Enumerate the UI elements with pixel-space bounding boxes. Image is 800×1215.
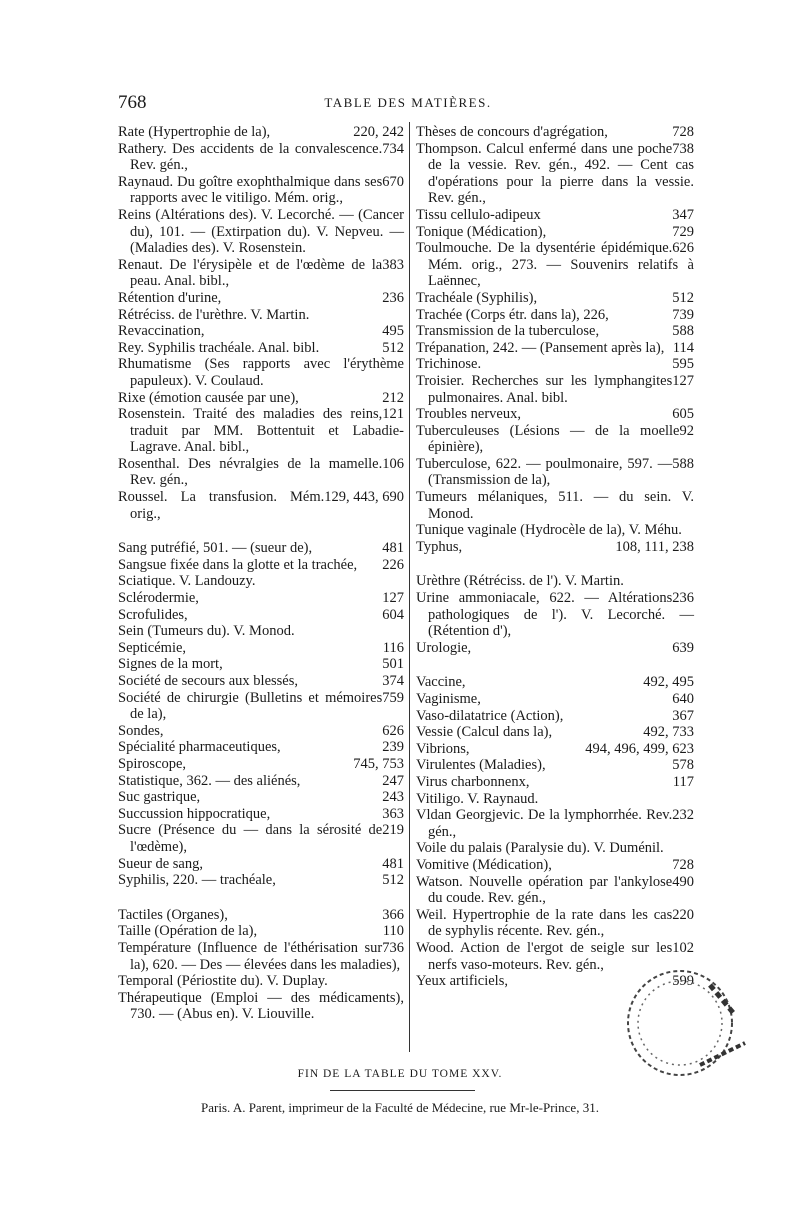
index-entry-pages: 117 bbox=[672, 773, 694, 790]
index-entry bbox=[118, 656, 404, 673]
index-entry bbox=[416, 141, 694, 207]
index-entry bbox=[118, 340, 404, 357]
index-entry-pages: 92 bbox=[679, 422, 694, 439]
index-entry-text: Sueur de sang, bbox=[118, 855, 203, 872]
index-entry bbox=[118, 540, 404, 557]
index-entry bbox=[416, 356, 694, 373]
page-header bbox=[118, 92, 698, 114]
index-entry bbox=[118, 990, 404, 1023]
index-entry bbox=[118, 124, 404, 141]
index-entry-text: Watson. Nouvelle opération par l'ankylose du coude. Rev. gén., bbox=[416, 873, 673, 907]
index-entry-text: Rhumatisme (Ses rapports avec l'érythème papuleux). V. Coulaud. bbox=[118, 356, 404, 389]
index-entry bbox=[118, 690, 404, 723]
index-entry-text: Vomitive (Médication), bbox=[416, 856, 552, 873]
index-entry-pages: 212 bbox=[382, 389, 404, 406]
index-entry bbox=[118, 822, 404, 855]
index-entry-pages: 121 bbox=[382, 406, 404, 423]
index-entry-text: Rate (Hypertrophie de la), bbox=[118, 124, 271, 140]
index-entry-pages: 739 bbox=[672, 306, 694, 323]
index-entry-pages: 604 bbox=[382, 606, 404, 623]
section-gap bbox=[118, 889, 404, 907]
index-entry bbox=[416, 857, 694, 874]
index-entry-pages: 127 bbox=[382, 590, 404, 607]
index-entry-pages: 236 bbox=[672, 590, 694, 607]
index-entry-text: Sein (Tumeurs du). V. Monod. bbox=[118, 623, 295, 640]
index-entry-pages: 728 bbox=[672, 124, 694, 140]
index-entry bbox=[118, 557, 404, 574]
index-entry bbox=[118, 773, 404, 790]
index-entry bbox=[118, 640, 404, 657]
index-entry-pages: 108, 111, 238 bbox=[615, 538, 694, 555]
index-entry bbox=[416, 840, 694, 857]
index-entry-text: Société de secours aux blessés, bbox=[118, 673, 298, 689]
index-entry-pages: 670 bbox=[382, 173, 404, 190]
index-entry-text: Syphilis, 220. — trachéale, bbox=[118, 872, 276, 889]
index-entry-pages: 639 bbox=[672, 639, 694, 656]
index-entry-pages: 501 bbox=[382, 656, 404, 673]
index-entry bbox=[416, 124, 694, 141]
index-entry-pages: 114 bbox=[672, 339, 694, 356]
index-entry-text: Sciatique. V. Landouzy. bbox=[118, 573, 256, 590]
index-entry-pages: 626 bbox=[382, 722, 404, 739]
index-entry-text: Trépanation, 242. — (Pansement après la), bbox=[416, 339, 665, 356]
index-entry bbox=[416, 907, 694, 940]
index-entry-text: Société de chirurgie (Bulletins et mémoires de la), bbox=[118, 689, 383, 723]
index-entry-text: Tissu cellulo-adipeux bbox=[416, 206, 541, 223]
index-entry-pages: 595 bbox=[672, 356, 694, 373]
index-entry-text: Rétention d'urine, bbox=[118, 289, 222, 306]
index-entry-text: Thompson. Calcul enfermé dans une poche de la vessie. Rev. gén., 492. — Cent cas d'opérations pour la pierre dans la vessie. Rev. gén., bbox=[416, 140, 694, 207]
index-entry bbox=[416, 724, 694, 741]
index-entry-text: Vaginisme, bbox=[416, 691, 481, 707]
index-entry-pages: 738 bbox=[672, 140, 694, 157]
index-entry bbox=[416, 340, 694, 357]
index-entry bbox=[416, 406, 694, 423]
index-entry-text: Roussel. La transfusion. Mém. orig., bbox=[118, 489, 325, 522]
index-entry-text: Rathery. Des accidents de la convalescence. Rev. gén., bbox=[118, 140, 383, 174]
index-entry-text: Vibrions, bbox=[416, 740, 470, 757]
index-entry-pages: 512 bbox=[382, 339, 404, 356]
index-entry-text: Rixe (émotion causée par une), bbox=[118, 389, 299, 406]
index-entry-text: Raynaud. Du goître exophthalmique dans ses rapports avec le vitiligo. Mém. orig., bbox=[118, 173, 383, 207]
index-entry bbox=[118, 290, 404, 307]
index-entry bbox=[118, 940, 404, 973]
index-entry-pages: 127 bbox=[672, 372, 694, 389]
index-entry-text: Tumeurs mélaniques, 511. — du sein. V. Monod. bbox=[416, 489, 694, 522]
index-entry-text: Rosenthal. Des névralgies de la mamelle. Rev. gén., bbox=[118, 455, 383, 489]
index-entry-text: Yeux artificiels, bbox=[416, 973, 508, 990]
index-entry bbox=[118, 456, 404, 489]
index-entry-text: Weil. Hypertrophie de la rate dans les cas de syphylis récente. Rev. gén., bbox=[416, 906, 673, 940]
index-entry bbox=[416, 207, 694, 224]
index-entry-text: Suc gastrique, bbox=[118, 789, 201, 806]
index-entry-text: Reins (Altérations des). V. Lecorché. — (Cancer du), 101. — (Extirpation du). V. Nepveu. — (Maladies des). V. Rosenstein. bbox=[118, 206, 404, 257]
index-entry bbox=[118, 174, 404, 207]
index-entry bbox=[118, 923, 404, 940]
index-entry-pages: 366 bbox=[382, 906, 404, 923]
index-entry bbox=[416, 757, 694, 774]
index-entry-text: Rey. Syphilis trachéale. Anal. bibl. bbox=[118, 339, 320, 356]
index-entry-text: Virus charbonnenx, bbox=[416, 773, 530, 790]
index-entry-text: Virulentes (Maladies), bbox=[416, 757, 546, 774]
index-entry bbox=[118, 739, 404, 756]
section-gap bbox=[416, 555, 694, 573]
index-entry-pages: 605 bbox=[672, 406, 694, 423]
index-entry bbox=[416, 590, 694, 640]
index-entry bbox=[416, 708, 694, 725]
running-title: TABLE DES MATIÈRES. bbox=[324, 95, 492, 110]
index-entry-text: Taille (Opération de la), bbox=[118, 923, 258, 940]
index-entry-pages: 736 bbox=[382, 939, 404, 956]
index-entry-pages: 232 bbox=[672, 807, 694, 824]
index-entry-pages: 481 bbox=[382, 855, 404, 872]
page-number: 768 bbox=[118, 92, 147, 113]
index-entry-text: Septicémie, bbox=[118, 639, 187, 656]
index-entry-text: Urèthre (Rétréciss. de l'). V. Martin. bbox=[416, 573, 624, 590]
index-entry bbox=[416, 323, 694, 340]
index-entry-pages: 490 bbox=[672, 873, 694, 890]
index-entry-text: Sang putréfié, 501. — (sueur de), bbox=[118, 540, 313, 557]
index-entry-text: Voile du palais (Paralysie du). V. Duménil. bbox=[416, 840, 664, 857]
index-entry-pages: 492, 495 bbox=[643, 674, 694, 691]
index-entry-pages: 588 bbox=[672, 455, 694, 472]
index-entry bbox=[416, 874, 694, 907]
index-entry-pages: 236 bbox=[382, 289, 404, 306]
index-entry-pages: 102 bbox=[672, 939, 694, 956]
index-entry bbox=[118, 356, 404, 389]
index-entry-pages: 494, 496, 499, 623 bbox=[585, 740, 694, 757]
index-entry-pages: 599 bbox=[672, 973, 694, 990]
index-entry bbox=[118, 623, 404, 640]
index-entry-pages: 745, 753 bbox=[353, 755, 404, 772]
printer-imprint: Paris. A. Parent, imprimeur de la Faculté de Médecine, rue Mr-le-Prince, 31. bbox=[201, 1100, 599, 1115]
index-entry-pages: 129, 443, 690 bbox=[324, 489, 404, 506]
index-entry bbox=[416, 456, 694, 489]
index-entry bbox=[416, 807, 694, 840]
index-entry-text: Statistique, 362. — des aliénés, bbox=[118, 772, 301, 789]
index-entry bbox=[118, 390, 404, 407]
index-entry-pages: 734 bbox=[382, 140, 404, 157]
index-entry-text: Renaut. De l'érysipèle et de l'œdème de la peau. Anal. bibl., bbox=[118, 256, 383, 290]
index-entry-text: Vitiligo. V. Raynaud. bbox=[416, 790, 539, 807]
index-entry-pages: 219 bbox=[382, 822, 404, 839]
index-entry-text: Temporal (Périostite du). V. Duplay. bbox=[118, 973, 328, 990]
index-entry-text: Sangsue fixée dans la glotte et la trachée, bbox=[118, 556, 358, 573]
index-entry bbox=[416, 489, 694, 522]
index-entry bbox=[118, 907, 404, 924]
index-entry bbox=[416, 691, 694, 708]
index-entry bbox=[416, 674, 694, 691]
index-entry-text: Transmission de la tuberculose, bbox=[416, 323, 600, 340]
index-entry-text: Vldan Georgjevic. De la lymphorrhée. Rev. gén., bbox=[416, 807, 673, 840]
index-entry bbox=[118, 673, 404, 690]
index-entry-pages: 588 bbox=[672, 323, 694, 340]
index-entry-pages: 481 bbox=[382, 540, 404, 557]
end-of-table-note: FIN DE LA TABLE DU TOME XXV. bbox=[297, 1068, 503, 1080]
index-entry-text: Signes de la mort, bbox=[118, 656, 223, 673]
index-entry-pages: 363 bbox=[382, 805, 404, 822]
index-entry-text: Tuberculeuses (Lésions — de la moelle épinière), bbox=[416, 422, 680, 456]
index-entry-pages: 640 bbox=[672, 691, 694, 707]
footer-rule bbox=[330, 1090, 475, 1091]
index-entry-pages: 220, 242 bbox=[353, 124, 404, 140]
index-entry bbox=[118, 756, 404, 773]
index-entry-pages: 492, 733 bbox=[643, 724, 694, 741]
index-entry-text: Trichinose. bbox=[416, 356, 482, 373]
index-entry-pages: 243 bbox=[382, 789, 404, 806]
index-entry-text: Tonique (Médication), bbox=[416, 223, 547, 240]
index-entry-text: Troisier. Recherches sur les lymphangites pulmonaires. Anal. bibl. bbox=[416, 372, 673, 406]
index-entry-text: Succussion hippocratique, bbox=[118, 805, 271, 822]
index-entry bbox=[118, 856, 404, 873]
index-entry-text: Vaso-dilatatrice (Action), bbox=[416, 707, 564, 724]
index-entry-text: Vaccine, bbox=[416, 674, 466, 691]
index-entry-text: Trachéale (Syphilis), bbox=[416, 289, 538, 306]
index-entry bbox=[416, 307, 694, 324]
index-entry-text: Sondes, bbox=[118, 722, 164, 739]
index-entry-text: Tunique vaginale (Hydrocèle de la), V. Méhu. bbox=[416, 522, 682, 539]
index-entry-text: Rétréciss. de l'urèthre. V. Martin. bbox=[118, 306, 310, 323]
index-entry-pages: 110 bbox=[382, 923, 404, 940]
index-entry-text: Sucre (Présence du — dans la sérosité de l'œdème), bbox=[118, 822, 383, 855]
index-column-left bbox=[118, 124, 404, 1023]
index-entry-text: Spécialité pharmaceutiques, bbox=[118, 739, 281, 756]
index-entry-pages: 512 bbox=[672, 289, 694, 306]
index-entry-text: Trachée (Corps étr. dans la), 226, bbox=[416, 306, 609, 323]
index-entry-text: Température (Influence de l'éthérisation sur la), 620. — Des — élevées dans les maladies), bbox=[118, 939, 401, 973]
index-entry-pages: 383 bbox=[382, 256, 404, 273]
index-entry-text: Thèses de concours d'agrégation, bbox=[416, 124, 608, 140]
index-entry bbox=[416, 539, 694, 556]
index-entry bbox=[118, 872, 404, 889]
index-entry bbox=[118, 307, 404, 324]
index-entry-text: Troubles nerveux, bbox=[416, 406, 521, 423]
index-entry bbox=[118, 207, 404, 257]
section-gap bbox=[416, 656, 694, 674]
index-entry bbox=[118, 806, 404, 823]
index-entry-text: Wood. Action de l'ergot de seigle sur les nerfs vaso-moteurs. Rev. gén., bbox=[416, 939, 673, 973]
index-entry-pages: 226 bbox=[382, 556, 404, 573]
column-divider bbox=[409, 122, 410, 1052]
index-entry-text: Spiroscope, bbox=[118, 755, 187, 772]
index-entry-pages: 512 bbox=[382, 872, 404, 889]
index-entry-pages: 728 bbox=[672, 856, 694, 873]
index-entry bbox=[416, 774, 694, 791]
index-entry bbox=[416, 640, 694, 657]
index-entry bbox=[118, 973, 404, 990]
index-entry-text: Thérapeutique (Emploi — des médicaments), 730. — (Abus en). V. Liouville. bbox=[118, 989, 404, 1023]
index-entry bbox=[118, 607, 404, 624]
index-entry bbox=[416, 224, 694, 241]
index-entry-text: Vessie (Calcul dans la), bbox=[416, 724, 553, 741]
index-entry bbox=[118, 573, 404, 590]
index-entry bbox=[416, 290, 694, 307]
index-entry bbox=[118, 723, 404, 740]
index-entry bbox=[118, 489, 404, 522]
index-entry bbox=[416, 573, 694, 590]
index-entry-text: Sclérodermie, bbox=[118, 590, 199, 607]
index-entry bbox=[416, 240, 694, 290]
index-entry-pages: 106 bbox=[382, 455, 404, 472]
index-entry-pages: 759 bbox=[382, 689, 404, 706]
index-entry-text: Typhus, bbox=[416, 538, 463, 555]
index-entry-text: Urine ammoniacale, 622. — Altérations pathologiques de l'). V. Lecorché. — (Rétention d'), bbox=[416, 590, 694, 640]
index-entry-text: Scrofulides, bbox=[118, 606, 188, 623]
index-entry-pages: 578 bbox=[672, 757, 694, 774]
index-entry bbox=[118, 323, 404, 340]
index-entry-pages: 374 bbox=[382, 673, 404, 689]
index-entry-text: Tuberculose, 622. — poulmonaire, 597. — (Transmission de la), bbox=[416, 455, 673, 489]
index-entry-pages: 626 bbox=[672, 240, 694, 257]
index-column-right bbox=[416, 124, 694, 990]
index-entry bbox=[118, 789, 404, 806]
index-entry-text: Revaccination, bbox=[118, 323, 205, 340]
index-entry-text: Rosenstein. Traité des maladies des reins, traduit par MM. Bottentuit et Labadie-Lagrave. Anal. bibl., bbox=[118, 406, 404, 456]
index-entry-pages: 239 bbox=[382, 739, 404, 756]
index-entry bbox=[416, 741, 694, 758]
index-entry bbox=[118, 590, 404, 607]
index-entry bbox=[118, 406, 404, 456]
index-entry-text: Tactiles (Organes), bbox=[118, 906, 228, 923]
index-entry bbox=[416, 791, 694, 808]
index-entry bbox=[416, 522, 694, 539]
index-entry-pages: 729 bbox=[672, 223, 694, 240]
index-entry-pages: 347 bbox=[672, 206, 694, 223]
index-entry-pages: 495 bbox=[382, 323, 404, 340]
index-entry-text: Toulmouche. De la dysentérie épidémique. Mém. orig., 273. — Souvenirs relatifs à Laënnec, bbox=[416, 240, 694, 290]
index-entry-pages: 367 bbox=[672, 707, 694, 724]
library-stamp-icon bbox=[560, 945, 760, 1085]
index-entry bbox=[416, 423, 694, 456]
index-entry-pages: 116 bbox=[382, 639, 404, 656]
index-entry-pages: 247 bbox=[382, 772, 404, 789]
section-gap bbox=[118, 522, 404, 540]
index-entry bbox=[118, 257, 404, 290]
index-entry-pages: 220 bbox=[672, 906, 694, 923]
index-entry-text: Urologie, bbox=[416, 639, 472, 656]
index-entry bbox=[416, 373, 694, 406]
index-entry bbox=[118, 141, 404, 174]
